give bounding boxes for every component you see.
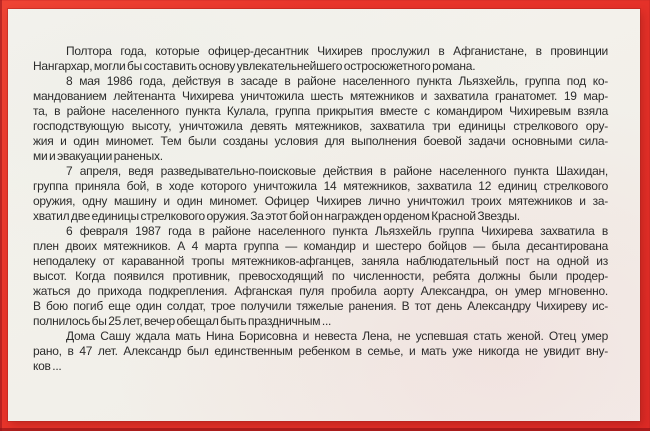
text-line: ков ...	[33, 359, 62, 373]
book-page	[8, 9, 640, 421]
text-line: рано, в 47 лет. Александр был единственным ребенком в семье, и мать уже никогда не увидит вну-	[33, 344, 608, 358]
text-line: плен двоих мятежников. А 4 марта группа — командир и шестеро бойцов — была десантирована	[33, 239, 608, 253]
text-line: господствующую высоту, уничтожила девять мятежников, захватила три единицы стрелкового ору-	[33, 119, 608, 133]
text-line: Полтора года, которые офицер-десантник Чихирев прослужил в Афганистане, в провинции	[66, 44, 608, 58]
text-line: высот. Когда появился противник, превосходящий по численности, ребята должны были продер-	[33, 269, 608, 283]
text-line: ми и эвакуации раненых.	[33, 149, 163, 163]
text-line: Нангархар, могли бы составить основу увлекательнейшего остросюжетного романа.	[33, 59, 476, 73]
text-line: группа приняла бой, в ходе которого уничтожила 14 мятежников, захватила 12 единиц стрелкового	[33, 179, 608, 193]
text-line: 7 апреля, ведя разведывательно-поисковые действия в районе населенного пункта Шахидан,	[66, 164, 608, 178]
text-line: 6 февраля 1987 года в районе населенного пункта Льязхейль группа Чихирева захватила в	[66, 224, 608, 238]
text-line: оружия, одну машину и один миномет. Офицер Чихирев лично уничтожил троих мятежников и за-	[33, 194, 608, 208]
text-line: В бою погиб еще один солдат, трое получили тяжелые ранения. В тот день Александру Чихиреву ис-	[33, 299, 608, 313]
text-line: Дома Сашу ждала мать Нина Борисовна и невеста Лена, не успевшая стать женой. Отец умер	[66, 329, 608, 343]
text-line: 8 мая 1986 года, действуя в засаде в районе населенного пункта Льязхейль, группа под ко-	[66, 74, 608, 88]
text-line: хватил две единицы стрелкового оружия. За этот бой он награжден орденом Красной Звезды.	[33, 209, 520, 223]
text-line: полнилось бы 25 лет, вечер обещал быть праздничным ...	[33, 314, 332, 328]
text-line: та, в районе населенного пункта Кулала, группа прикрытия вместе с командиром Чихиревым взяла	[33, 104, 608, 118]
text-line: жаться до прихода подкрепления. Афганская пуля пробила аорту Александра, он умер мгновенно.	[33, 284, 608, 298]
text-line: мандованием лейтенанта Чихирева уничтожила шесть мятежников и захватила гранатомет. 19 мар-	[33, 89, 608, 103]
document-text	[33, 44, 608, 374]
text-line: неподалеку от караванной тропы мятежников-афганцев, заняла наблюдательный пост на одной из	[33, 254, 608, 268]
text-line: жия и один миномет. Тем были созданы условия для выполнения боевой задачи основными сила-	[33, 134, 608, 148]
